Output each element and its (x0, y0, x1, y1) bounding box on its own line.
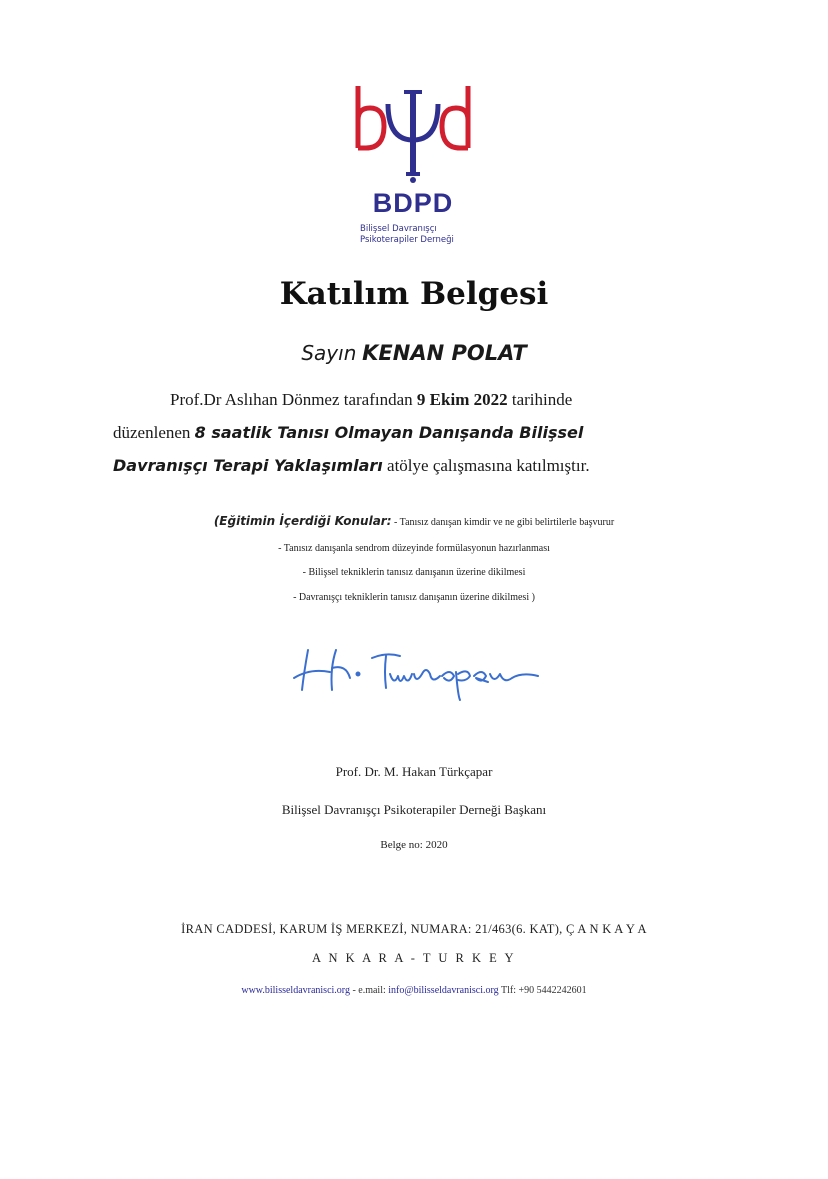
body-line-2 (113, 423, 583, 443)
email-label: - e.mail: (352, 985, 386, 996)
recipient-name: KENAN POLAT (362, 341, 527, 365)
instructor-text: Prof.Dr Aslıhan Dönmez tarafından (170, 390, 413, 409)
topics-heading: (Eğitimin İçerdiği Konular: (213, 514, 392, 528)
topic-item: - Tanısız danışanla sendrom düzeyinde formülasyonun hazırlanması (278, 543, 550, 554)
workshop-title-part1: 8 saatlik Tanısı Olmayan Danışanda Bilişsel (194, 423, 584, 442)
salutation: Sayın (301, 341, 357, 365)
certificate-title: Katılım Belgesi (279, 276, 549, 312)
topic-item: - Bilişsel tekniklerin tanısız danışanın üzerine dikilmesi (302, 567, 526, 578)
organized-text: düzenlenen (113, 423, 191, 442)
signatory-name: Prof. Dr. M. Hakan Türkçapar (335, 764, 493, 779)
event-date: 9 Ekim 2022 (416, 390, 508, 409)
footer-address: İRAN CADDESİ, KARUM İŞ MERKEZİ, NUMARA: 21/463(6. KAT), Ç A N K A Y A (181, 922, 647, 936)
signature-image (290, 638, 550, 708)
document-number: Belge no: 2020 (380, 839, 448, 851)
recipient-line (0, 340, 828, 366)
bdpd-logo (348, 78, 478, 253)
date-suffix: tarihinde (511, 390, 573, 409)
email-link[interactable]: info@bilisseldavranisci.org (388, 985, 499, 996)
workshop-title-part2: Davranışçı Terapi Yaklaşımları (113, 456, 383, 475)
footer-contact (0, 985, 828, 996)
signatory-role: Bilişsel Davranışçı Psikoterapiler Derneği Başkanı (281, 802, 547, 817)
topic-item: - Davranışçı tekniklerin tanısız danışanın üzerine dikilmesi ) (293, 592, 535, 603)
footer-city: A N K A R A - T U R K E Y (312, 951, 516, 965)
participation-text: atölye çalışmasına katılmıştır. (387, 456, 590, 475)
psi-logo-icon (348, 78, 478, 188)
website-link[interactable]: www.bilisseldavranisci.org (241, 985, 350, 996)
body-line-1 (170, 390, 572, 410)
logo-subtitle-line1: Bilişsel Davranışçı (360, 224, 437, 234)
topics-line-1 (0, 514, 828, 528)
logo-subtitle-line2: Psikoterapiler Derneği (360, 235, 454, 245)
topic-item: - Tanısız danışan kimdir ve ne gibi belirtilerle başvurur (394, 517, 615, 528)
logo-abbreviation: BDPD (372, 188, 454, 218)
body-line-3 (113, 456, 590, 476)
phone-number: Tlf: +90 5442242601 (501, 985, 587, 996)
